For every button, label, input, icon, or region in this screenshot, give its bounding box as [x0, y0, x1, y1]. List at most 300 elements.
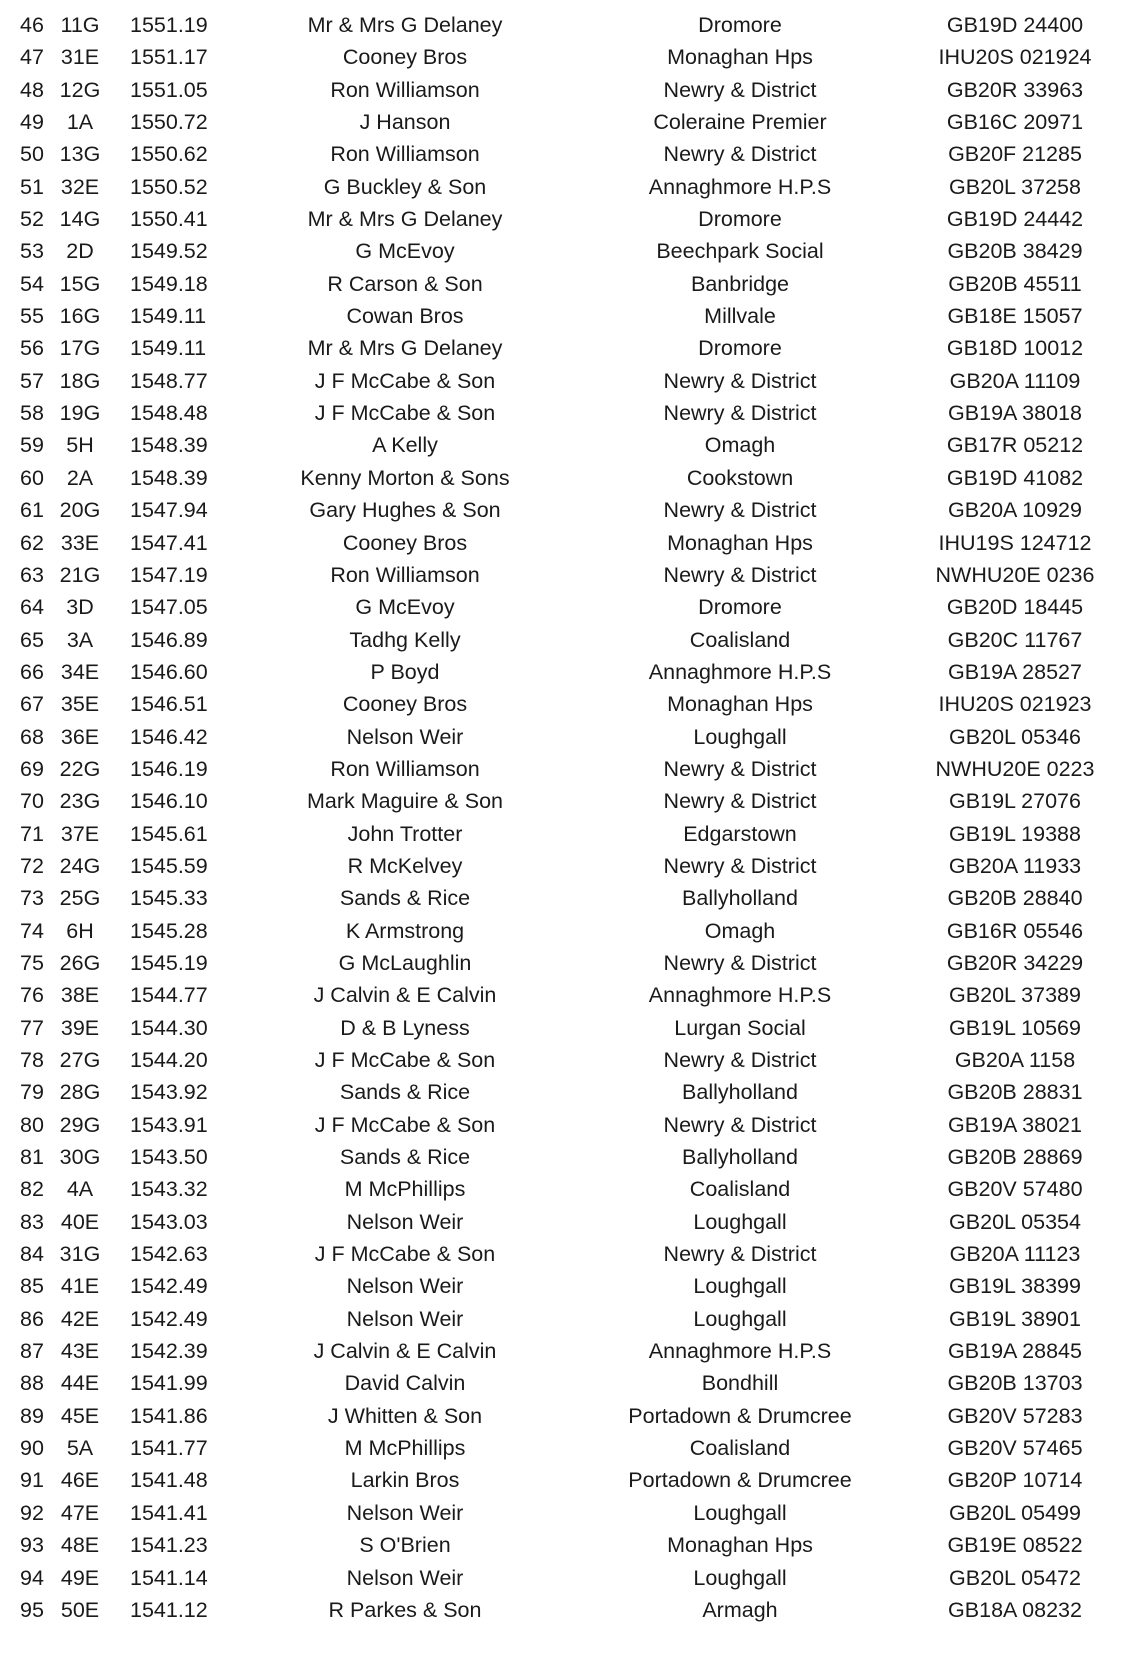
table-row — [0, 1594, 1121, 1626]
velocity-cell: 1541.77 — [130, 1436, 208, 1461]
ring-number-cell: IHU20S 021924 — [938, 45, 1092, 70]
ring-number-cell: GB19L 19388 — [949, 821, 1081, 846]
position-cell: 62 — [20, 530, 44, 555]
entry-code-cell: 21G — [59, 562, 101, 587]
entry-code-cell: 30G — [59, 1145, 101, 1170]
velocity-cell: 1541.41 — [130, 1500, 208, 1525]
position-cell: 81 — [20, 1145, 44, 1170]
entry-code-cell: 38E — [60, 983, 100, 1008]
entry-code-cell: 19G — [59, 401, 101, 426]
ring-number-cell: GB19A 38021 — [948, 1112, 1082, 1137]
table-row — [0, 1206, 1121, 1238]
entry-code-cell: 45E — [60, 1403, 100, 1428]
entry-code-cell: 46E — [60, 1468, 100, 1493]
position-cell: 95 — [20, 1597, 44, 1622]
table-row — [0, 979, 1121, 1011]
club-cell: Newry & District — [663, 756, 817, 781]
club-cell: Dromore — [698, 13, 782, 37]
position-cell: 61 — [20, 498, 44, 523]
position-cell: 69 — [20, 756, 44, 781]
position-cell: 80 — [20, 1112, 44, 1137]
table-row — [0, 688, 1121, 720]
fancier-name-cell: Nelson Weir — [346, 724, 464, 749]
club-cell: Loughgall — [693, 1306, 787, 1331]
fancier-name-cell: P Boyd — [370, 659, 440, 684]
ring-number-cell: GB20A 1158 — [954, 1048, 1076, 1072]
table-row — [0, 1012, 1121, 1044]
ring-number-cell: GB19A 28527 — [948, 659, 1082, 684]
fancier-name-cell: J Calvin & E Calvin — [313, 1339, 497, 1364]
velocity-cell: 1547.94 — [130, 498, 208, 523]
table-row — [0, 527, 1121, 559]
ring-number-cell: GB20D 18445 — [946, 595, 1084, 620]
fancier-name-cell: Sands & Rice — [339, 1080, 471, 1105]
position-cell: 84 — [20, 1242, 44, 1267]
club-cell: Annaghmore H.P.S — [648, 174, 832, 199]
ring-number-cell: GB17R 05212 — [946, 433, 1084, 458]
table-row — [0, 41, 1121, 73]
position-cell: 52 — [20, 207, 44, 232]
velocity-cell: 1546.89 — [130, 627, 208, 652]
entry-code-cell: 36E — [60, 724, 100, 749]
fancier-name-cell: G McEvoy — [355, 239, 455, 264]
club-cell: Newry & District — [663, 1048, 817, 1072]
entry-code-cell: 31G — [59, 1242, 101, 1267]
ring-number-cell: GB18D 10012 — [946, 336, 1084, 361]
velocity-cell: 1548.77 — [130, 368, 208, 393]
fancier-name-cell: Nelson Weir — [346, 1500, 464, 1525]
table-row — [0, 462, 1121, 494]
entry-code-cell: 33E — [60, 530, 100, 555]
table-row — [0, 1270, 1121, 1302]
position-cell: 63 — [20, 562, 44, 587]
table-row — [0, 138, 1121, 170]
results-table — [0, 9, 1121, 1654]
table-row — [0, 1044, 1121, 1076]
club-cell: Dromore — [698, 336, 782, 361]
position-cell: 72 — [20, 853, 44, 878]
club-cell: Newry & District — [663, 562, 817, 587]
velocity-cell: 1542.39 — [130, 1339, 208, 1364]
club-cell: Newry & District — [663, 498, 817, 523]
velocity-cell: 1543.92 — [130, 1080, 208, 1105]
fancier-name-cell: J Whitten & Son — [327, 1403, 483, 1428]
table-row — [0, 365, 1121, 397]
velocity-cell: 1546.42 — [130, 724, 208, 749]
position-cell: 68 — [20, 724, 44, 749]
velocity-cell: 1551.05 — [130, 77, 208, 102]
entry-code-cell: 25G — [59, 886, 101, 911]
velocity-cell: 1541.99 — [130, 1371, 208, 1396]
fancier-name-cell: Cooney Bros — [342, 45, 468, 70]
entry-code-cell: 4A — [66, 1177, 94, 1202]
table-row — [0, 106, 1121, 138]
club-cell: Annaghmore H.P.S — [648, 659, 832, 684]
position-cell: 57 — [20, 368, 44, 393]
fancier-name-cell: Larkin Bros — [350, 1468, 460, 1493]
ring-number-cell: GB20L 05472 — [949, 1565, 1081, 1590]
fancier-name-cell: J F McCabe & Son — [314, 368, 496, 393]
position-cell: 55 — [20, 304, 44, 329]
ring-number-cell: GB20B 13703 — [947, 1371, 1083, 1396]
entry-code-cell: 3A — [66, 627, 94, 652]
velocity-cell: 1543.91 — [130, 1112, 208, 1137]
position-cell: 64 — [20, 595, 44, 620]
club-cell: Newry & District — [663, 1112, 817, 1137]
table-row — [0, 332, 1121, 364]
velocity-cell: 1544.77 — [130, 983, 208, 1008]
ring-number-cell: GB20L 05499 — [949, 1500, 1081, 1525]
ring-number-cell: GB20A 11933 — [948, 853, 1082, 878]
position-cell: 47 — [20, 45, 44, 70]
velocity-cell: 1550.41 — [130, 207, 208, 232]
velocity-cell: 1550.72 — [130, 110, 208, 135]
fancier-name-cell: Nelson Weir — [346, 1306, 464, 1331]
club-cell: Newry & District — [663, 368, 817, 393]
position-cell: 50 — [20, 142, 44, 167]
fancier-name-cell: Nelson Weir — [346, 1274, 464, 1299]
club-cell: Monaghan Hps — [667, 530, 813, 555]
club-cell: Newry & District — [663, 789, 817, 814]
table-row — [0, 494, 1121, 526]
entry-code-cell: 26G — [59, 950, 101, 975]
club-cell: Newry & District — [663, 401, 817, 426]
position-cell: 59 — [20, 433, 44, 458]
fancier-name-cell: Tadhg Kelly — [349, 627, 461, 652]
table-row — [0, 1529, 1121, 1561]
club-cell: Newry & District — [663, 142, 817, 167]
velocity-cell: 1546.51 — [130, 692, 208, 717]
club-cell: Newry & District — [663, 77, 817, 102]
ring-number-cell: GB19D 41082 — [946, 465, 1084, 490]
fancier-name-cell: Mr & Mrs G Delaney — [307, 207, 503, 232]
velocity-cell: 1545.28 — [130, 918, 208, 943]
fancier-name-cell: John Trotter — [347, 821, 463, 846]
entry-code-cell: 40E — [60, 1209, 100, 1234]
entry-code-cell: 6H — [66, 918, 94, 943]
velocity-cell: 1543.32 — [130, 1177, 208, 1202]
table-row — [0, 300, 1121, 332]
entry-code-cell: 37E — [60, 821, 100, 846]
ring-number-cell: GB20B 28869 — [947, 1145, 1083, 1170]
fancier-name-cell: J Calvin & E Calvin — [313, 983, 497, 1008]
position-cell: 48 — [20, 77, 44, 102]
entry-code-cell: 2D — [66, 239, 94, 264]
table-row — [0, 235, 1121, 267]
fancier-name-cell: M McPhillips — [344, 1436, 466, 1461]
velocity-cell: 1549.18 — [130, 271, 208, 296]
club-cell: Omagh — [704, 918, 776, 943]
velocity-cell: 1546.60 — [130, 659, 208, 684]
position-cell: 86 — [20, 1306, 44, 1331]
table-row — [0, 947, 1121, 979]
table-row — [0, 74, 1121, 106]
club-cell: Portadown & Drumcree — [628, 1403, 852, 1428]
fancier-name-cell: Mr & Mrs G Delaney — [307, 336, 503, 361]
table-row — [0, 1562, 1121, 1594]
fancier-name-cell: Cooney Bros — [342, 692, 468, 717]
velocity-cell: 1541.14 — [130, 1565, 208, 1590]
fancier-name-cell: Gary Hughes & Son — [309, 498, 501, 523]
entry-code-cell: 15G — [59, 271, 101, 296]
entry-code-cell: 29G — [59, 1112, 101, 1137]
position-cell: 85 — [20, 1274, 44, 1299]
table-row — [0, 785, 1121, 817]
velocity-cell: 1545.59 — [130, 853, 208, 878]
club-cell: Bondhill — [701, 1371, 779, 1396]
club-cell: Coalisland — [689, 627, 791, 652]
table-row — [0, 203, 1121, 235]
club-cell: Beechpark Social — [656, 239, 824, 264]
club-cell: Coleraine Premier — [653, 110, 827, 135]
club-cell: Loughgall — [693, 1274, 787, 1299]
table-row — [0, 591, 1121, 623]
club-cell: Monaghan Hps — [667, 692, 813, 717]
fancier-name-cell: R Parkes & Son — [328, 1597, 482, 1622]
entry-code-cell: 35E — [60, 692, 100, 717]
fancier-name-cell: Nelson Weir — [346, 1209, 464, 1234]
entry-code-cell: 5H — [66, 433, 94, 458]
velocity-cell: 1547.41 — [130, 530, 208, 555]
ring-number-cell: IHU19S 124712 — [938, 530, 1092, 555]
table-row — [0, 656, 1121, 688]
position-cell: 49 — [20, 110, 44, 135]
table-row — [0, 818, 1121, 850]
position-cell: 93 — [20, 1533, 44, 1558]
entry-code-cell: 1A — [66, 110, 94, 135]
ring-number-cell: GB20L 37258 — [949, 174, 1081, 199]
fancier-name-cell: Ron Williamson — [330, 142, 480, 167]
position-cell: 66 — [20, 659, 44, 684]
ring-number-cell: GB20L 05354 — [949, 1209, 1081, 1234]
position-cell: 87 — [20, 1339, 44, 1364]
club-cell: Loughgall — [693, 1565, 787, 1590]
fancier-name-cell: G Buckley & Son — [323, 174, 487, 199]
position-cell: 53 — [20, 239, 44, 264]
table-row — [0, 1367, 1121, 1399]
ring-number-cell: GB19E 08522 — [947, 1533, 1083, 1558]
fancier-name-cell: Cowan Bros — [346, 304, 464, 329]
velocity-cell: 1544.30 — [130, 1015, 208, 1040]
table-row — [0, 624, 1121, 656]
ring-number-cell: GB20A 10929 — [948, 498, 1082, 523]
club-cell: Newry & District — [663, 950, 817, 975]
velocity-cell: 1541.48 — [130, 1468, 208, 1493]
ring-number-cell: GB20F 21285 — [948, 142, 1082, 167]
ring-number-cell: GB20A 11109 — [949, 368, 1081, 393]
fancier-name-cell: Mr & Mrs G Delaney — [307, 13, 503, 37]
velocity-cell: 1548.48 — [130, 401, 208, 426]
fancier-name-cell: G McEvoy — [355, 595, 455, 620]
ring-number-cell: GB18A 08232 — [948, 1597, 1082, 1622]
entry-code-cell: 41E — [60, 1274, 100, 1299]
position-cell: 79 — [20, 1080, 44, 1105]
table-row — [0, 1335, 1121, 1367]
position-cell: 76 — [20, 983, 44, 1008]
velocity-cell: 1545.61 — [130, 821, 208, 846]
table-row — [0, 1141, 1121, 1173]
position-cell: 82 — [20, 1177, 44, 1202]
velocity-cell: 1541.12 — [130, 1597, 208, 1622]
position-cell: 88 — [20, 1371, 44, 1396]
velocity-cell: 1547.19 — [130, 562, 208, 587]
club-cell: Lurgan Social — [674, 1015, 806, 1040]
ring-number-cell: GB20L 05346 — [949, 724, 1081, 749]
ring-number-cell: GB20P 10714 — [947, 1468, 1083, 1493]
position-cell: 74 — [20, 918, 44, 943]
ring-number-cell: GB19D 24442 — [946, 207, 1084, 232]
fancier-name-cell: Nelson Weir — [346, 1565, 464, 1590]
velocity-cell: 1545.19 — [130, 950, 208, 975]
velocity-cell: 1541.23 — [130, 1533, 208, 1558]
velocity-cell: 1550.52 — [130, 174, 208, 199]
table-row — [0, 429, 1121, 461]
entry-code-cell: 5A — [66, 1436, 94, 1461]
club-cell: Loughgall — [693, 1209, 787, 1234]
club-cell: Ballyholland — [682, 886, 798, 911]
table-row — [0, 1464, 1121, 1496]
entry-code-cell: 50E — [60, 1597, 100, 1622]
position-cell: 70 — [20, 789, 44, 814]
fancier-name-cell: S O'Brien — [359, 1533, 451, 1558]
entry-code-cell: 44E — [60, 1371, 100, 1396]
club-cell: Omagh — [704, 433, 776, 458]
velocity-cell: 1546.10 — [130, 789, 208, 814]
entry-code-cell: 17G — [59, 336, 101, 361]
table-row — [0, 268, 1121, 300]
entry-code-cell: 34E — [60, 659, 100, 684]
ring-number-cell: GB20L 37389 — [949, 983, 1081, 1008]
velocity-cell: 1542.49 — [130, 1306, 208, 1331]
club-cell: Armagh — [702, 1597, 778, 1622]
fancier-name-cell: K Armstrong — [345, 918, 465, 943]
ring-number-cell: GB19L 27076 — [949, 789, 1081, 814]
table-row — [0, 721, 1121, 753]
table-row — [0, 1238, 1121, 1270]
position-cell: 94 — [20, 1565, 44, 1590]
entry-code-cell: 12G — [59, 77, 101, 102]
ring-number-cell: GB20B 38429 — [947, 239, 1083, 264]
entry-code-cell: 47E — [60, 1500, 100, 1525]
position-cell: 89 — [20, 1403, 44, 1428]
table-row — [0, 559, 1121, 591]
velocity-cell: 1542.49 — [130, 1274, 208, 1299]
fancier-name-cell: Ron Williamson — [330, 77, 480, 102]
entry-code-cell: 39E — [60, 1015, 100, 1040]
table-row — [0, 397, 1121, 429]
fancier-name-cell: D & B Lyness — [340, 1015, 470, 1040]
ring-number-cell: GB19L 38399 — [949, 1274, 1081, 1299]
velocity-cell: 1543.03 — [130, 1209, 208, 1234]
table-row — [0, 1400, 1121, 1432]
ring-number-cell: GB20A 11123 — [949, 1242, 1081, 1267]
ring-number-cell: GB19L 10569 — [949, 1015, 1081, 1040]
table-row — [0, 171, 1121, 203]
fancier-name-cell: J F McCabe & Son — [314, 1242, 496, 1267]
ring-number-cell: GB20B 28831 — [947, 1080, 1083, 1105]
fancier-name-cell: Kenny Morton & Sons — [300, 465, 510, 490]
entry-code-cell: 42E — [60, 1306, 100, 1331]
velocity-cell: 1547.05 — [130, 595, 208, 620]
position-cell: 78 — [20, 1048, 44, 1072]
ring-number-cell: GB20V 57480 — [947, 1177, 1083, 1202]
velocity-cell: 1549.11 — [130, 304, 207, 329]
fancier-name-cell: J F McCabe & Son — [314, 1112, 496, 1137]
entry-code-cell: 13G — [59, 142, 101, 167]
club-cell: Loughgall — [693, 1500, 787, 1525]
fancier-name-cell: Cooney Bros — [342, 530, 468, 555]
ring-number-cell: GB20V 57465 — [947, 1436, 1083, 1461]
velocity-cell: 1548.39 — [130, 433, 208, 458]
velocity-cell: 1549.11 — [130, 336, 207, 361]
club-cell: Cookstown — [686, 465, 794, 490]
entry-code-cell: 20G — [59, 498, 101, 523]
table-row — [0, 850, 1121, 882]
entry-code-cell: 23G — [59, 789, 101, 814]
position-cell: 54 — [20, 271, 44, 296]
table-row — [0, 915, 1121, 947]
velocity-cell: 1544.20 — [130, 1048, 208, 1072]
velocity-cell: 1542.63 — [130, 1242, 208, 1267]
club-cell: Coalisland — [689, 1436, 791, 1461]
fancier-name-cell: G McLaughlin — [338, 950, 472, 975]
club-cell: Portadown & Drumcree — [628, 1468, 852, 1493]
entry-code-cell: 43E — [60, 1339, 100, 1364]
fancier-name-cell: R McKelvey — [347, 853, 463, 878]
velocity-cell: 1550.62 — [130, 142, 208, 167]
ring-number-cell: GB19D 24400 — [946, 13, 1084, 37]
entry-code-cell: 28G — [59, 1080, 101, 1105]
position-cell: 67 — [20, 692, 44, 717]
ring-number-cell: GB20R 34229 — [946, 950, 1084, 975]
position-cell: 56 — [20, 336, 44, 361]
fancier-name-cell: Sands & Rice — [339, 886, 471, 911]
entry-code-cell: 48E — [60, 1533, 100, 1558]
velocity-cell: 1551.19 — [130, 13, 208, 37]
club-cell: Annaghmore H.P.S — [648, 983, 832, 1008]
entry-code-cell: 3D — [66, 595, 94, 620]
position-cell: 58 — [20, 401, 44, 426]
club-cell: Edgarstown — [683, 821, 797, 846]
ring-number-cell: GB18E 15057 — [947, 304, 1083, 329]
club-cell: Monaghan Hps — [667, 1533, 813, 1558]
position-cell: 75 — [20, 950, 44, 975]
club-cell: Newry & District — [663, 1242, 817, 1267]
velocity-cell: 1545.33 — [130, 886, 208, 911]
ring-number-cell: IHU20S 021923 — [938, 692, 1092, 717]
position-cell: 77 — [20, 1015, 44, 1040]
ring-number-cell: GB19A 28845 — [948, 1339, 1082, 1364]
table-row — [0, 882, 1121, 914]
ring-number-cell: GB16R 05546 — [946, 918, 1084, 943]
club-cell: Dromore — [698, 207, 782, 232]
club-cell: Newry & District — [663, 853, 817, 878]
fancier-name-cell: A Kelly — [372, 433, 438, 458]
table-row — [0, 1109, 1121, 1141]
position-cell: 92 — [20, 1500, 44, 1525]
club-cell: Dromore — [698, 595, 782, 620]
ring-number-cell: GB20R 33963 — [946, 77, 1084, 102]
club-cell: Annaghmore H.P.S — [648, 1339, 832, 1364]
table-row — [0, 1303, 1121, 1335]
club-cell: Millvale — [704, 304, 776, 329]
table-row — [0, 1173, 1121, 1205]
entry-code-cell: 22G — [59, 756, 101, 781]
fancier-name-cell: J Hanson — [359, 110, 451, 135]
fancier-name-cell: R Carson & Son — [327, 271, 483, 296]
club-cell: Loughgall — [693, 724, 787, 749]
fancier-name-cell: Mark Maguire & Son — [307, 789, 503, 814]
